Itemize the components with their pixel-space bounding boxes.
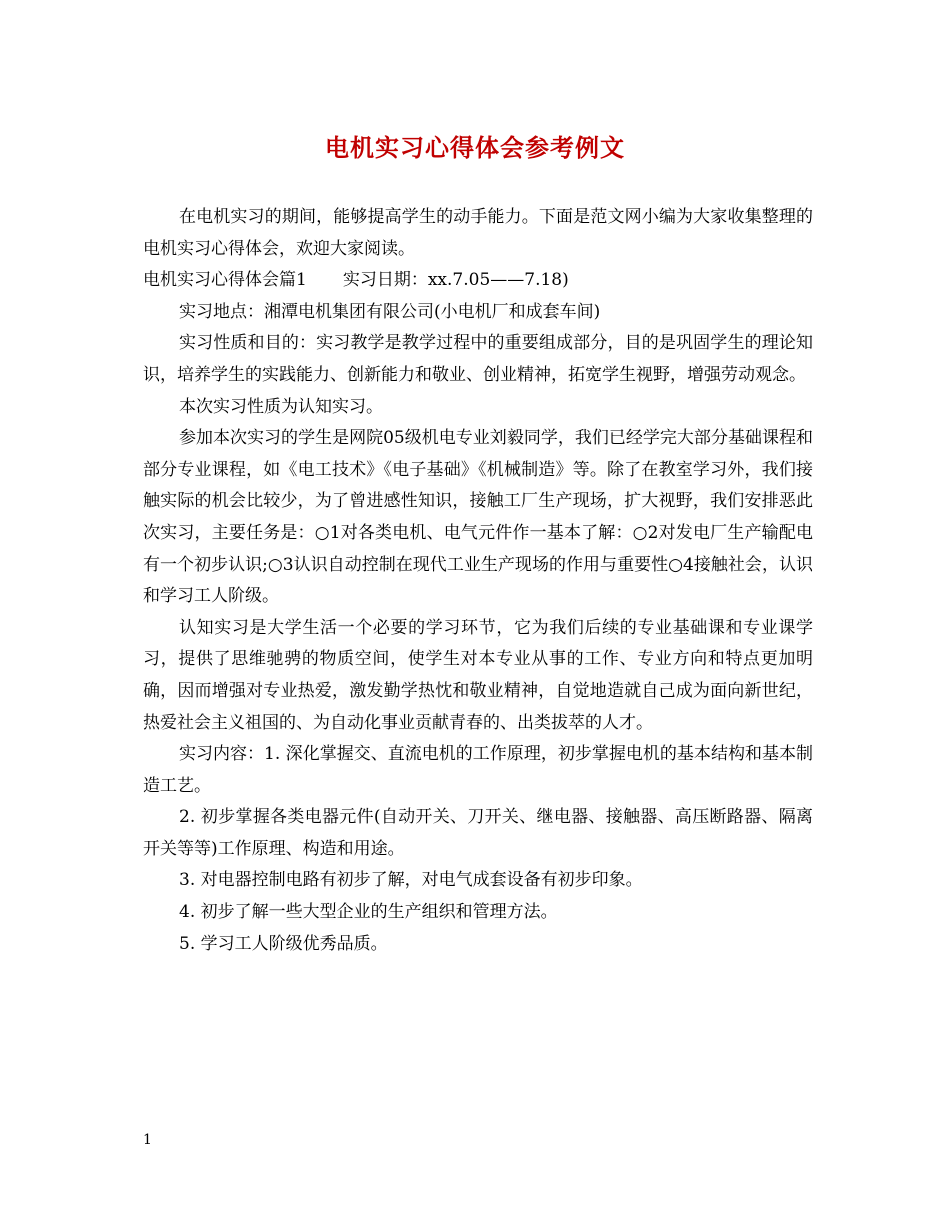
page-number: 1 [143,1132,152,1148]
content-item: 3. 对电器控制电路有初步了解，对电气成套设备有初步印象。 [179,870,643,891]
intro-paragraph: 在电机实习的期间，能够提高学生的动手能力。下面是范文网小编为大家收集整理的电机实习心得体会，欢迎大家阅读。 [143,207,813,259]
document-body [143,202,813,960]
content-item: 4. 初步了解一些大型企业的生产组织和管理方法。 [179,902,558,923]
practice-date: 实习日期：xx.7.05——7.18) [342,270,569,291]
participants-paragraph: 参加本次实习的学生是网院05级机电专业刘毅同学，我们已经学完大部分基础课程和部分专业课程，如《电工技术》《电子基础》《机械制造》等。除了在教室学习外，我们接触实际的机会比较少，为了曾进感性知识，接触工厂生产现场，扩大视野，我们安排恶此次实习，主要任务是：○1对各类电机、电气元件作一基本了解：○2对发电厂生产输配电有一个初步认识;○3认识自动控制在现代工业生产现场的作用与重要性○4接触社会，认识和学习工人阶级。 [143,428,813,607]
purpose-paragraph: 实习性质和目的：实习教学是教学过程中的重要组成部分，目的是巩固学生的理论知识，培养学生的实践能力、创新能力和敬业、创业精神，拓宽学生视野，增强劳动观念。 [143,333,813,385]
content-item: 实习内容：1. 深化掌握交、直流电机的工作原理，初步掌握电机的基本结构和基本制造工艺。 [143,744,813,796]
section-heading-line [143,265,813,297]
significance-paragraph: 认知实习是大学生活一个必要的学习环节，它为我们后续的专业基础课和专业课学习，提供了思维驰骋的物质空间，使学生对本专业从事的工作、专业方向和特点更加明确，因而增强对专业热爱，激发勤学热忱和敬业精神，自觉地造就自己成为面向新世纪，热爱社会主义祖国的、为自动化事业贡献青春的、出类拔萃的人才。 [143,617,813,733]
section-heading: 电机实习心得体会篇1 [143,270,307,291]
document-title: 电机实习心得体会参考例文 [325,133,625,162]
content-item: 5. 学习工人阶级优秀品质。 [179,933,388,954]
location-paragraph: 实习地点：湘潭电机集团有限公司(小电机厂和成套车间) [179,301,601,322]
nature-paragraph: 本次实习性质为认知实习。 [179,396,383,417]
content-item: 2. 初步掌握各类电器元件(自动开关、刀开关、继电器、接触器、高压断路器、隔离开关等等)工作原理、构造和用途。 [143,807,813,859]
